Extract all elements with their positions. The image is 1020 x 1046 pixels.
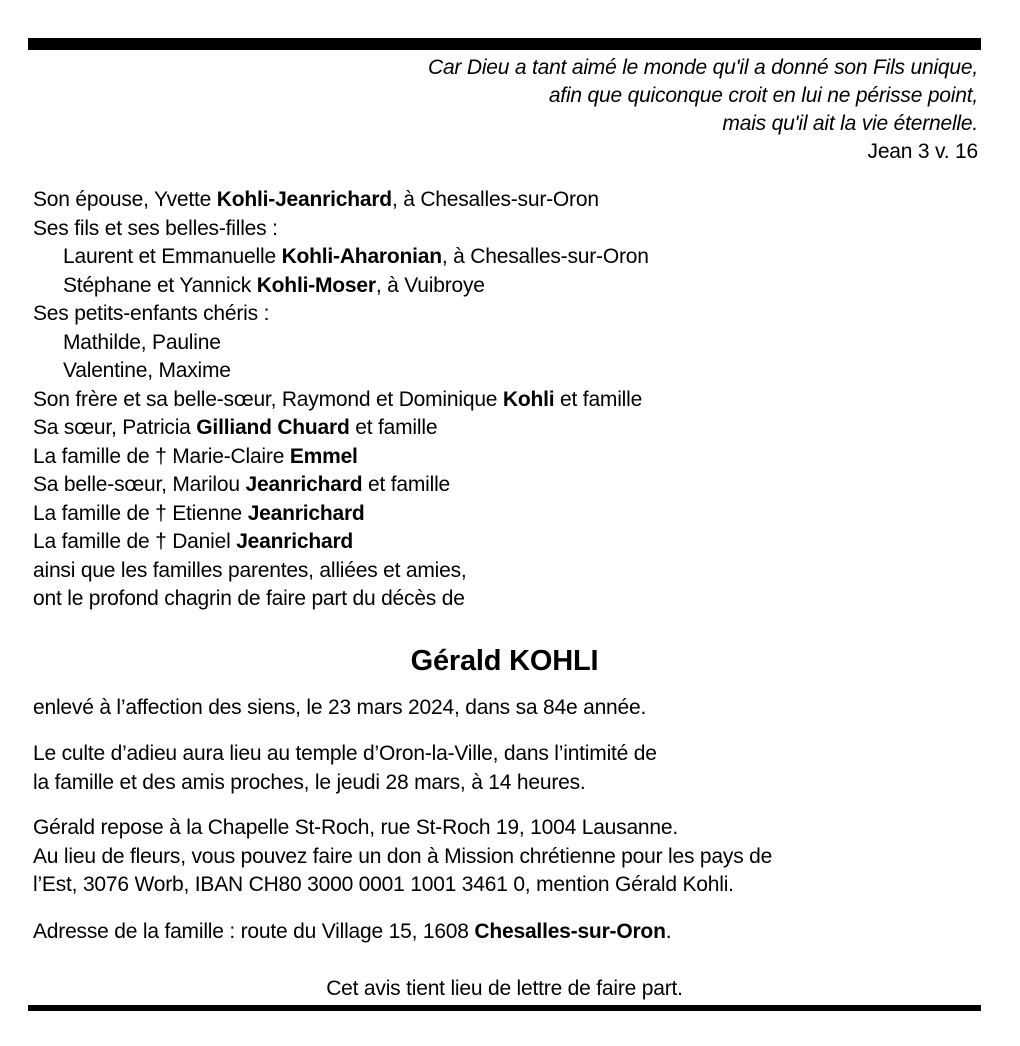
text-run: La famille de † Marie-Claire xyxy=(33,444,290,468)
text-run: La famille de † Etienne xyxy=(33,501,248,525)
text-run: Au lieu de fleurs, vous pouvez faire un don à Mission chrétienne pour les pays de xyxy=(33,844,773,868)
text-line xyxy=(33,585,981,614)
scripture-quote xyxy=(28,54,981,166)
funeral-service-details xyxy=(28,740,981,797)
text-run: et famille xyxy=(349,416,438,439)
text-line xyxy=(33,500,981,529)
text-run: Mathilde, Pauline xyxy=(63,330,221,354)
text-line xyxy=(33,769,981,798)
text-line xyxy=(33,528,981,557)
text-line xyxy=(33,329,981,358)
text-line xyxy=(33,843,981,872)
text-line xyxy=(33,871,981,900)
text-run: Sa sœur, Patricia xyxy=(33,416,197,439)
text-line xyxy=(33,272,981,301)
text-run: Ses petits-enfants chéris : xyxy=(33,302,270,325)
text-line xyxy=(33,471,981,500)
text-run: Adresse de la famille : route du Village 15, 1608 xyxy=(33,919,475,943)
text-line xyxy=(33,918,981,947)
text-run: Son frère et sa belle-sœur, Raymond et Dominique xyxy=(33,387,503,411)
text-line xyxy=(33,386,981,415)
text-run: ont le profond chagrin de faire part du décès de xyxy=(33,587,465,610)
text-line xyxy=(33,243,981,272)
text-line xyxy=(33,740,981,769)
text-run: Son épouse, Yvette xyxy=(33,188,217,211)
closing-line: Cet avis tient lieu de lettre de faire part. xyxy=(326,977,683,1000)
text-line xyxy=(33,186,981,215)
text-line xyxy=(33,357,981,386)
text-line xyxy=(33,300,981,329)
text-run: , à Chesalles-sur-Oron xyxy=(441,245,649,268)
text-run: Stéphane et Yannick xyxy=(63,273,257,297)
top-rule xyxy=(28,38,981,50)
text-line xyxy=(33,414,981,443)
death-notice-document xyxy=(28,38,981,1011)
text-run: Valentine, Maxime xyxy=(63,359,231,382)
text-run: La famille de † Daniel xyxy=(33,530,237,553)
surname-bold: Emmel xyxy=(289,444,358,468)
text-run: la famille et des amis proches, le jeudi 28 mars, à 14 heures. xyxy=(33,770,586,794)
surname-bold: Kohli-Moser xyxy=(256,273,376,297)
repose-and-donation-details xyxy=(28,814,981,900)
text-run: Laurent et Emmanuelle xyxy=(63,245,282,268)
text-run: enlevé à l’affection des siens, le 23 mars 2024, dans sa 84e année. xyxy=(33,695,647,719)
family-list xyxy=(28,186,981,614)
text-run: Gérald repose à la Chapelle St-Roch, rue St-Roch 19, 1004 Lausanne. xyxy=(33,816,679,839)
deceased-name: Gérald KOHLI xyxy=(410,644,599,677)
text-run: , à Chesalles-sur-Oron xyxy=(391,188,599,211)
text-run: et famille xyxy=(362,473,451,496)
text-line xyxy=(33,814,981,843)
text-run: . xyxy=(665,919,672,943)
surname-bold: Jeanrichard xyxy=(236,530,354,553)
death-statement xyxy=(28,694,981,723)
text-line xyxy=(33,215,981,244)
text-run: et famille xyxy=(554,387,643,411)
quote-reference: Jean 3 v. 16 xyxy=(867,140,978,163)
text-run: l’Est, 3076 Worb, IBAN CH80 3000 0001 1001 3461 0, mention Gérald Kohli. xyxy=(33,873,734,896)
surname-bold: Kohli-Jeanrichard xyxy=(216,188,392,211)
surname-bold: Kohli-Aharonian xyxy=(281,245,442,268)
text-line xyxy=(33,557,981,586)
text-line xyxy=(33,694,981,723)
text-run: , à Vuibroye xyxy=(375,273,485,297)
quote-line-2: afin que quiconque croit en lui ne périsse point, xyxy=(548,84,978,107)
bottom-rule xyxy=(28,1005,981,1011)
surname-bold: Chesalles-sur-Oron xyxy=(474,919,666,943)
surname-bold: Jeanrichard xyxy=(247,501,365,525)
surname-bold: Kohli xyxy=(502,387,555,411)
surname-bold: Jeanrichard xyxy=(245,473,363,496)
text-run: Ses fils et ses belles-filles : xyxy=(33,216,278,240)
text-line xyxy=(33,443,981,472)
text-run: ainsi que les familles parentes, alliées et amies, xyxy=(33,558,467,582)
text-run: Sa belle-sœur, Marilou xyxy=(33,473,246,496)
family-address xyxy=(28,918,981,947)
quote-line-3: mais qu'il ait la vie éternelle. xyxy=(722,112,978,135)
surname-bold: Gilliand Chuard xyxy=(196,416,350,439)
text-run: Le culte d’adieu aura lieu au temple d’Oron-la-Ville, dans l’intimité de xyxy=(33,742,657,765)
quote-line-1: Car Dieu a tant aimé le monde qu'il a donné son Fils unique, xyxy=(427,56,978,79)
